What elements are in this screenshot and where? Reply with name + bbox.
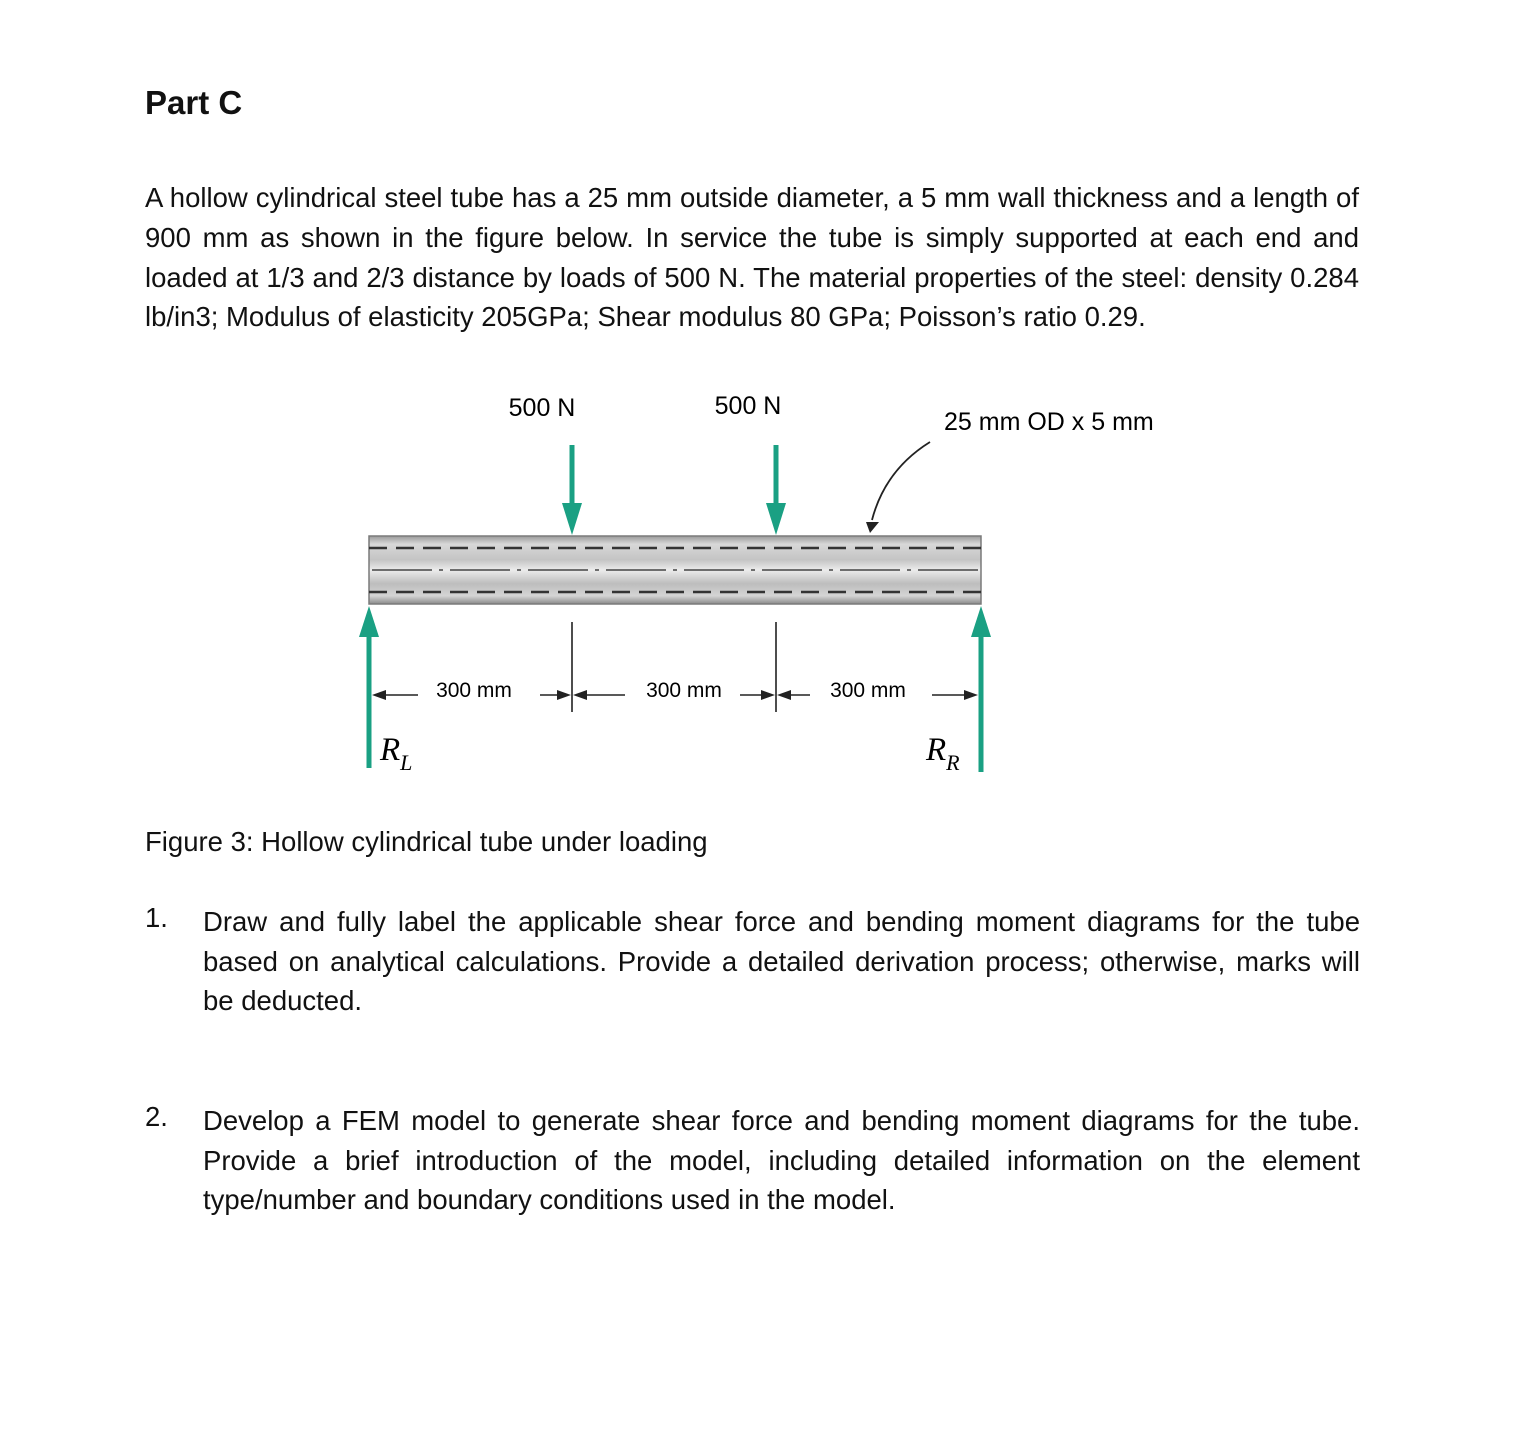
- leader-line: [872, 442, 930, 520]
- load-label-right: 500 N: [714, 392, 782, 420]
- load-label-left: 500 N: [508, 394, 576, 422]
- question-2-number: 2.: [145, 1101, 168, 1132]
- reaction-arrow-left: [359, 606, 379, 768]
- tube-figure: [0, 380, 1513, 800]
- load-arrow-left: [562, 445, 582, 535]
- section-label: 25 mm OD x 5 mm: [944, 408, 1154, 436]
- reaction-arrow-right: [971, 606, 991, 772]
- problem-statement: A hollow cylindrical steel tube has a 25 mm outside diameter, a 5 mm wall thickness and a length of 900 mm as shown in the figure below. In service the tube is simply supported at each end and loaded at 1/3 and 2/3 distance by loads of 500 N. The material properties of the steel: density 0.284 lb/in3; Modulus of elasticity 205GPa; Shear modulus 80 GPa; Poisson’s ratio 0.29.: [145, 182, 1359, 333]
- load-arrow-right: [766, 445, 786, 535]
- figure-caption: Figure 3: Hollow cylindrical tube under loading: [145, 826, 708, 857]
- question-2-text: Develop a FEM model to generate shear force and bending moment diagrams for the tube. Provide a brief introduction of the model, including detailed information on the element type/number and boundary conditions used in the model.: [203, 1105, 1360, 1215]
- dim-label-2: 300 mm: [646, 679, 722, 702]
- reaction-label-right: $R_R$: [926, 732, 960, 775]
- question-1-number: 1.: [145, 902, 168, 933]
- dim-label-3: 300 mm: [830, 679, 906, 702]
- part-heading: Part C: [145, 84, 243, 121]
- dim-label-1: 300 mm: [436, 679, 512, 702]
- reaction-label-left: $R_L$: [380, 732, 413, 775]
- beam-diagram: [0, 380, 1513, 800]
- leader-arrowhead: [866, 522, 879, 533]
- question-1-text: Draw and fully label the applicable shear force and bending moment diagrams for the tube based on analytical calculations. Provide a detailed derivation process; otherwise, marks will be deducted.: [203, 906, 1360, 1016]
- steel-tube: [369, 536, 981, 604]
